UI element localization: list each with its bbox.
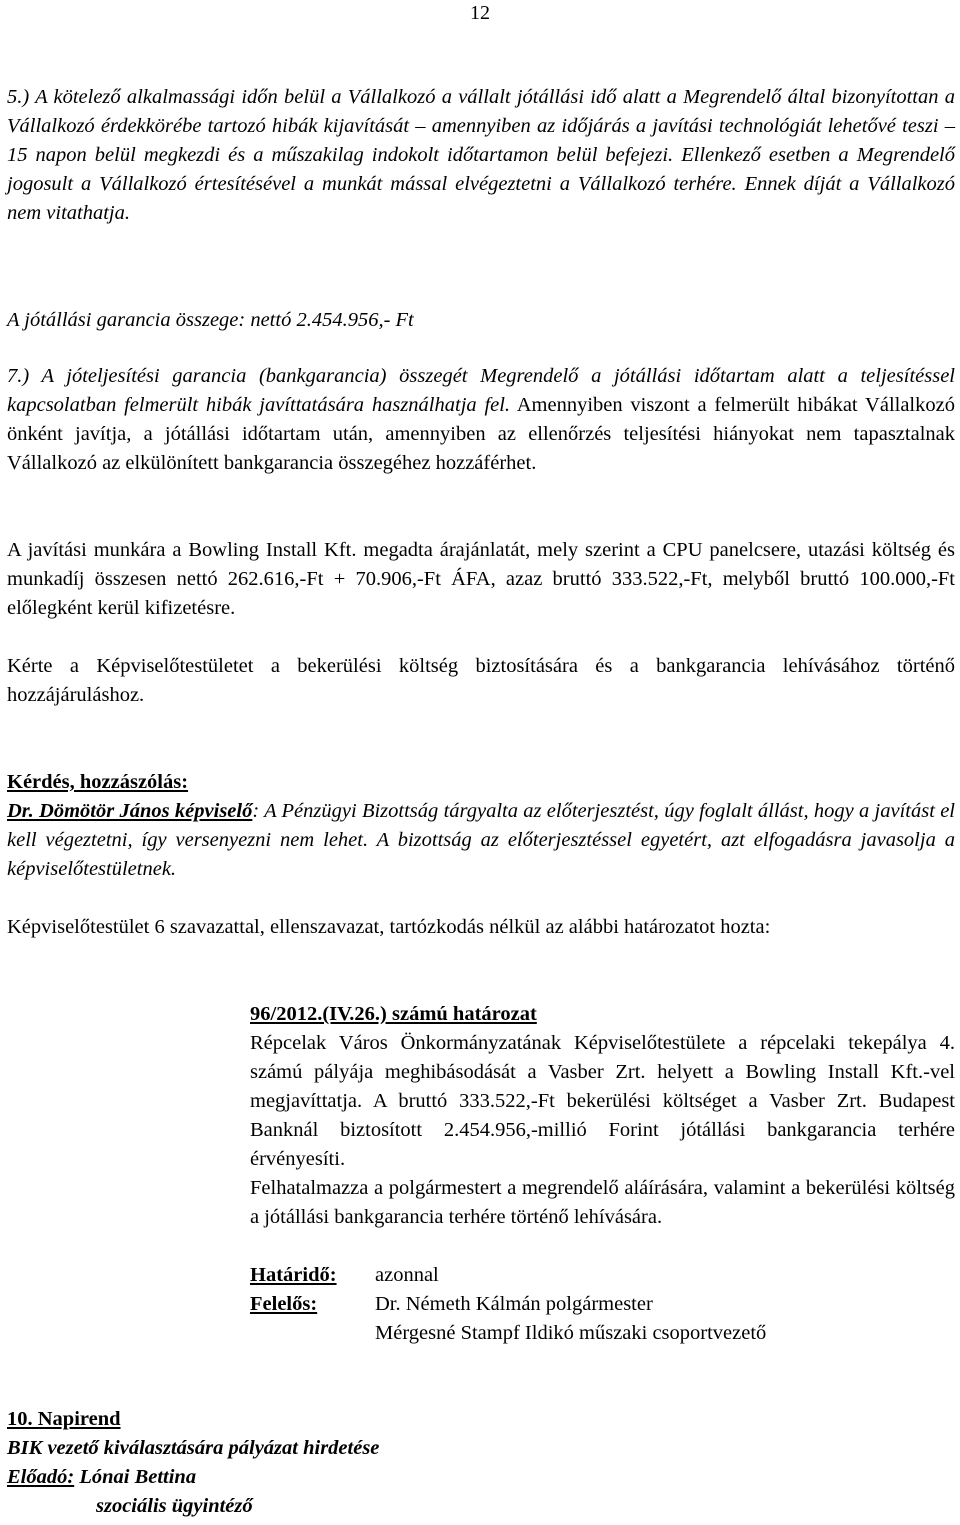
section-7-text: Amennyiben viszont a felmerült hibákat Vállalkozó önként javítja, a jótállási időtartam után, amennyiben az ellenőrzés teljesítési hiányokat nem tapasztalnak Vállalkozó az elkülönített bankgarancia összegéhez hozzáférhet. xyxy=(7,394,955,474)
section-7-italic-text: 7.) A jóteljesítési garancia (bankgarancia) összegét Megrendelő a jótállási időtartam alatt a teljesítéssel kapcsolatban felmerült hibák javíttatására használhatja fel. xyxy=(7,365,955,416)
responsible-row xyxy=(250,1290,653,1319)
agenda-presenter xyxy=(7,1463,196,1492)
vote-sentence: Képviselőtestület 6 szavazattal, ellenszavazat, tartózkodás nélkül az alábbi határozatot hozta: xyxy=(7,916,771,938)
deadline-row xyxy=(250,1261,439,1290)
repair-offer-paragraph: A javítási munkára a Bowling Install Kft. megadta árajánlatát, mely szerint a CPU panelcsere, utazási költség és munkadíj összesen nettó 262.616,-Ft + 70.906,-Ft ÁFA, azaz bruttó 333.522,-Ft, melyből bruttó 100.000,-Ft előlegként kerül kifizetésre. xyxy=(7,539,955,619)
discussion-heading: Kérdés, hozzászólás: xyxy=(7,771,189,793)
responsible-person-2: Mérgesné Stampf Ildikó műszaki csoportvezető xyxy=(375,1322,767,1344)
speaker-statement: A Pénzügyi Bizottság tárgyalta az előterjesztést, úgy foglalt állást, hogy a javítást el kell végeztetni, így versenyezni nem lehet. A bizottság az előterjesztéssel egyetért, azt elfogadásra javasolja a képviselőtestületnek. xyxy=(7,800,955,880)
resolution-body-1: Répcelak Város Önkormányzatának Képviselőtestülete a répcelaki tekepálya 4. számú pályája meghibásodását a Vasber Zrt. helyett a Bowling Install Kft.-vel megjavíttatja. A bruttó 333.522,-Ft bekerülési költséget a Vasber Zrt. Budapest Banknál biztosított 2.454.956,-millió Forint jótállási bankgarancia terhére érvényesíti. xyxy=(250,1032,955,1170)
presenter-label: Előadó: xyxy=(7,1466,75,1488)
resolution-body-2: Felhatalmazza a polgármestert a megrendelő aláírására, valamint a bekerülési költség a jótállási bankgarancia terhére történő lehívására. xyxy=(250,1177,955,1228)
presenter-name: Lónai Bettina xyxy=(74,1466,197,1488)
responsible-person-1: Dr. Németh Kálmán polgármester xyxy=(375,1293,653,1315)
request-paragraph: Kérte a Képviselőtestületet a bekerülési költség biztosítására és a bankgarancia lehívásához történő hozzájáruláshoz. xyxy=(7,655,955,706)
section-7-paragraph xyxy=(7,362,955,478)
presenter-role: szociális ügyintéző xyxy=(96,1495,253,1517)
speaker-colon: : xyxy=(252,800,260,822)
agenda-topic: BIK vezető kiválasztására pályázat hirdetése xyxy=(7,1437,380,1459)
speaker-name: Dr. Dömötör János képviselő xyxy=(7,800,253,822)
responsible-label: Felelős: xyxy=(250,1293,318,1315)
guarantee-amount: A jótállási garancia összege: nettó 2.454.956,- Ft xyxy=(7,309,414,331)
resolution-title: 96/2012.(IV.26.) számú határozat xyxy=(250,1003,537,1025)
section-5-paragraph: 5.) A kötelező alkalmassági időn belül a Vállalkozó a vállalt jótállási idő alatt a Megrendelő által bizonyítottan a Vállalkozó érdekkörébe tartozó hibák kijavítását – amennyiben az időjárás a javítási technológiát lehetővé teszi – 15 napon belül megkezdi és a műszakilag indokolt időtartamon belül befejezi. Ellenkező esetben a Megrendelő jogosult a Vállalkozó értesítésével a munkát mással elvégeztetni a Vállalkozó terhére. Ennek díját a Vállalkozó nem vitathatja. xyxy=(7,86,955,224)
deadline-value: azonnal xyxy=(375,1264,439,1286)
page-number: 12 xyxy=(470,2,490,24)
agenda-number: 10. Napirend xyxy=(7,1408,121,1430)
discussion-paragraph xyxy=(7,797,955,884)
deadline-label: Határidő: xyxy=(250,1264,337,1286)
